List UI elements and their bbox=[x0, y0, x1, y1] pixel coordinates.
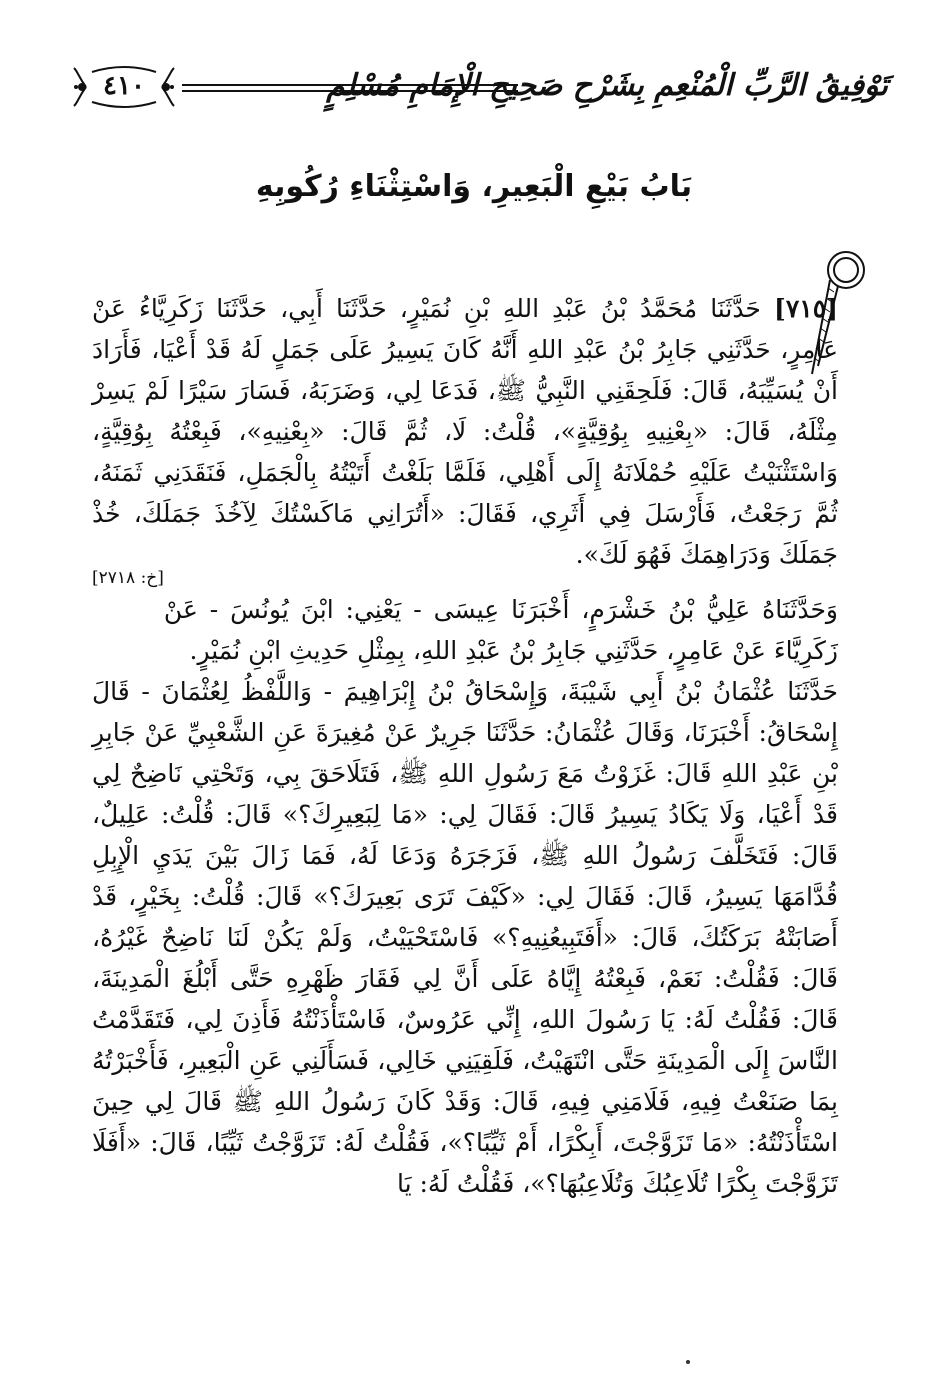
hadith-body bbox=[92, 288, 838, 1204]
hadith-text-1: حَدَّثَنَا مُحَمَّدُ بْنُ عَبْدِ اللهِ بْنِ نُمَيْرٍ، حَدَّثَنَا أَبِي، حَدَّثَنَا زَكَرِيَّاءُ عَنْ عَامِرٍ، حَدَّثَنِي جَابِرُ بْنُ عَبْدِ اللهِ أَنَّهُ كَانَ يَسِيرُ عَلَى جَمَلٍ لَهُ قَدْ أَعْيَا، فَأَرَادَ أَنْ يُسَيِّبَهُ، قَالَ: فَلَحِقَنِي النَّبِيُّ ﷺ، فَدَعَا لِي، وَضَرَبَهُ، فَسَارَ سَيْرًا لَمْ يَسِرْ مِثْلَهُ، قَالَ: «بِعْنِيهِ بِوُقِيَّةٍ»، قُلْتُ: لَا، ثُمَّ قَالَ: «بِعْنِيهِ»، فَبِعْتُهُ بِوُقِيَّةٍ، وَاسْتَثْنَيْتُ عَلَيْهِ حُمْلَانَهُ إِلَى أَهْلِي، فَلَمَّا بَلَغْتُ أَتَيْتُهُ بِالْجَمَلِ، فَنَقَدَنِي ثَمَنَهُ، ثُمَّ رَجَعْتُ، فَأَرْسَلَ فِي أَثَرِي، فَقَالَ: «أَتُرَانِي مَاكَسْتُكَ لِآخُذَ جَمَلَكَ، خُذْ جَمَلَكَ وَدَرَاهِمَكَ فَهُوَ لَكَ». bbox=[92, 294, 838, 569]
hadith-number: [٧١٥] bbox=[774, 294, 838, 323]
hadith-paragraph-1 bbox=[92, 288, 838, 575]
hadith-paragraph-2: وَحَدَّثَنَاهُ عَلِيُّ بْنُ خَشْرَمٍ، أَخْبَرَنَا عِيسَى - يَعْنِي: ابْنَ يُونُسَ - عَنْ زَكَرِيَّاءَ عَنْ عَامِرٍ، حَدَّثَنِي جَابِرُ بْنُ عَبْدِ اللهِ، بِمِثْلِ حَدِيثِ ابْنِ نُمَيْرٍ. bbox=[163, 595, 838, 665]
book-title: تَوْفِيقُ الرَّبِّ الْمُنْعِمِ بِشَرْحِ صَحِيحِ الْإِمَامِ مُسْلِمٍ bbox=[326, 68, 888, 103]
source-reference: [خ: ٢٧١٨] bbox=[92, 568, 164, 588]
page-number-ornament bbox=[72, 62, 176, 112]
page-header bbox=[60, 62, 888, 132]
page-number: ٤١٠ bbox=[103, 71, 145, 101]
hadith-paragraph-3: حَدَّثَنَا عُثْمَانُ بْنُ أَبِي شَيْبَةَ، وَإِسْحَاقُ بْنُ إِبْرَاهِيمَ - وَاللَّفْظُ لِعُثْمَانَ - قَالَ إِسْحَاقُ: أَخْبَرَنَا، وَقَالَ عُثْمَانُ: حَدَّثَنَا جَرِيرٌ عَنْ مُغِيرَةَ عَنِ الشَّعْبِيِّ عَنْ جَابِرِ بْنِ عَبْدِ اللهِ قَالَ: غَزَوْتُ مَعَ رَسُولِ اللهِ ﷺ، فَتَلَاحَقَ بِي، وَتَحْتِي نَاضِحٌ لِي قَدْ أَعْيَا، وَلَا يَكَادُ يَسِيرُ قَالَ: فَقَالَ لِي: «مَا لِبَعِيرِكَ؟» قَالَ: قُلْتُ: عَلِيلٌ، قَالَ: فَتَخَلَّفَ رَسُولُ اللهِ ﷺ، فَزَجَرَهُ وَدَعَا لَهُ، فَمَا زَالَ بَيْنَ يَدَيِ الْإِبِلِ قُدَّامَهَا يَسِيرُ، قَالَ: فَقَالَ لِي: «كَيْفَ تَرَى بَعِيرَكَ؟» قَالَ: قُلْتُ: بِخَيْرٍ، قَدْ أَصَابَتْهُ بَرَكَتُكَ، قَالَ: «أَفَتَبِيعُنِيهِ؟» فَاسْتَحْيَيْتُ، وَلَمْ يَكُنْ لَنَا نَاضِحٌ غَيْرُهُ، قَالَ: فَقُلْتُ: نَعَمْ، فَبِعْتُهُ إِيَّاهُ عَلَى أَنَّ لِي فَقَارَ ظَهْرِهِ حَتَّى أَبْلُغَ الْمَدِينَةَ، قَالَ: فَقُلْتُ لَهُ: يَا رَسُولَ اللهِ، إِنِّي عَرُوسٌ، فَاسْتَأْذَنْتُهُ فَأَذِنَ لِي، فَتَقَدَّمْتُ النَّاسَ إِلَى الْمَدِينَةِ حَتَّى انْتَهَيْتُ، فَلَقِيَنِي خَالِي، فَسَأَلَنِي عَنِ الْبَعِيرِ، فَأَخْبَرْتُهُ بِمَا صَنَعْتُ فِيهِ، فَلَامَنِي فِيهِ، قَالَ: وَقَدْ كَانَ رَسُولُ اللهِ ﷺ قَالَ لِي حِينَ اسْتَأْذَنْتُهُ: «مَا تَزَوَّجْتَ، أَبِكْرًا، أَمْ ثَيِّبًا؟»، فَقُلْتُ لَهُ: تَزَوَّجْتُ ثَيِّبًا، قَالَ: «أَفَلَا تَزَوَّجْتَ بِكْرًا تُلَاعِبُكَ وَتُلَاعِبُهَا؟»، فَقُلْتُ لَهُ: يَا bbox=[92, 677, 838, 1198]
bottom-mark bbox=[686, 1360, 690, 1364]
chapter-title: بَابُ بَيْعِ الْبَعِيرِ، وَاسْتِثْنَاءِ رُكُوبِهِ bbox=[255, 169, 693, 204]
